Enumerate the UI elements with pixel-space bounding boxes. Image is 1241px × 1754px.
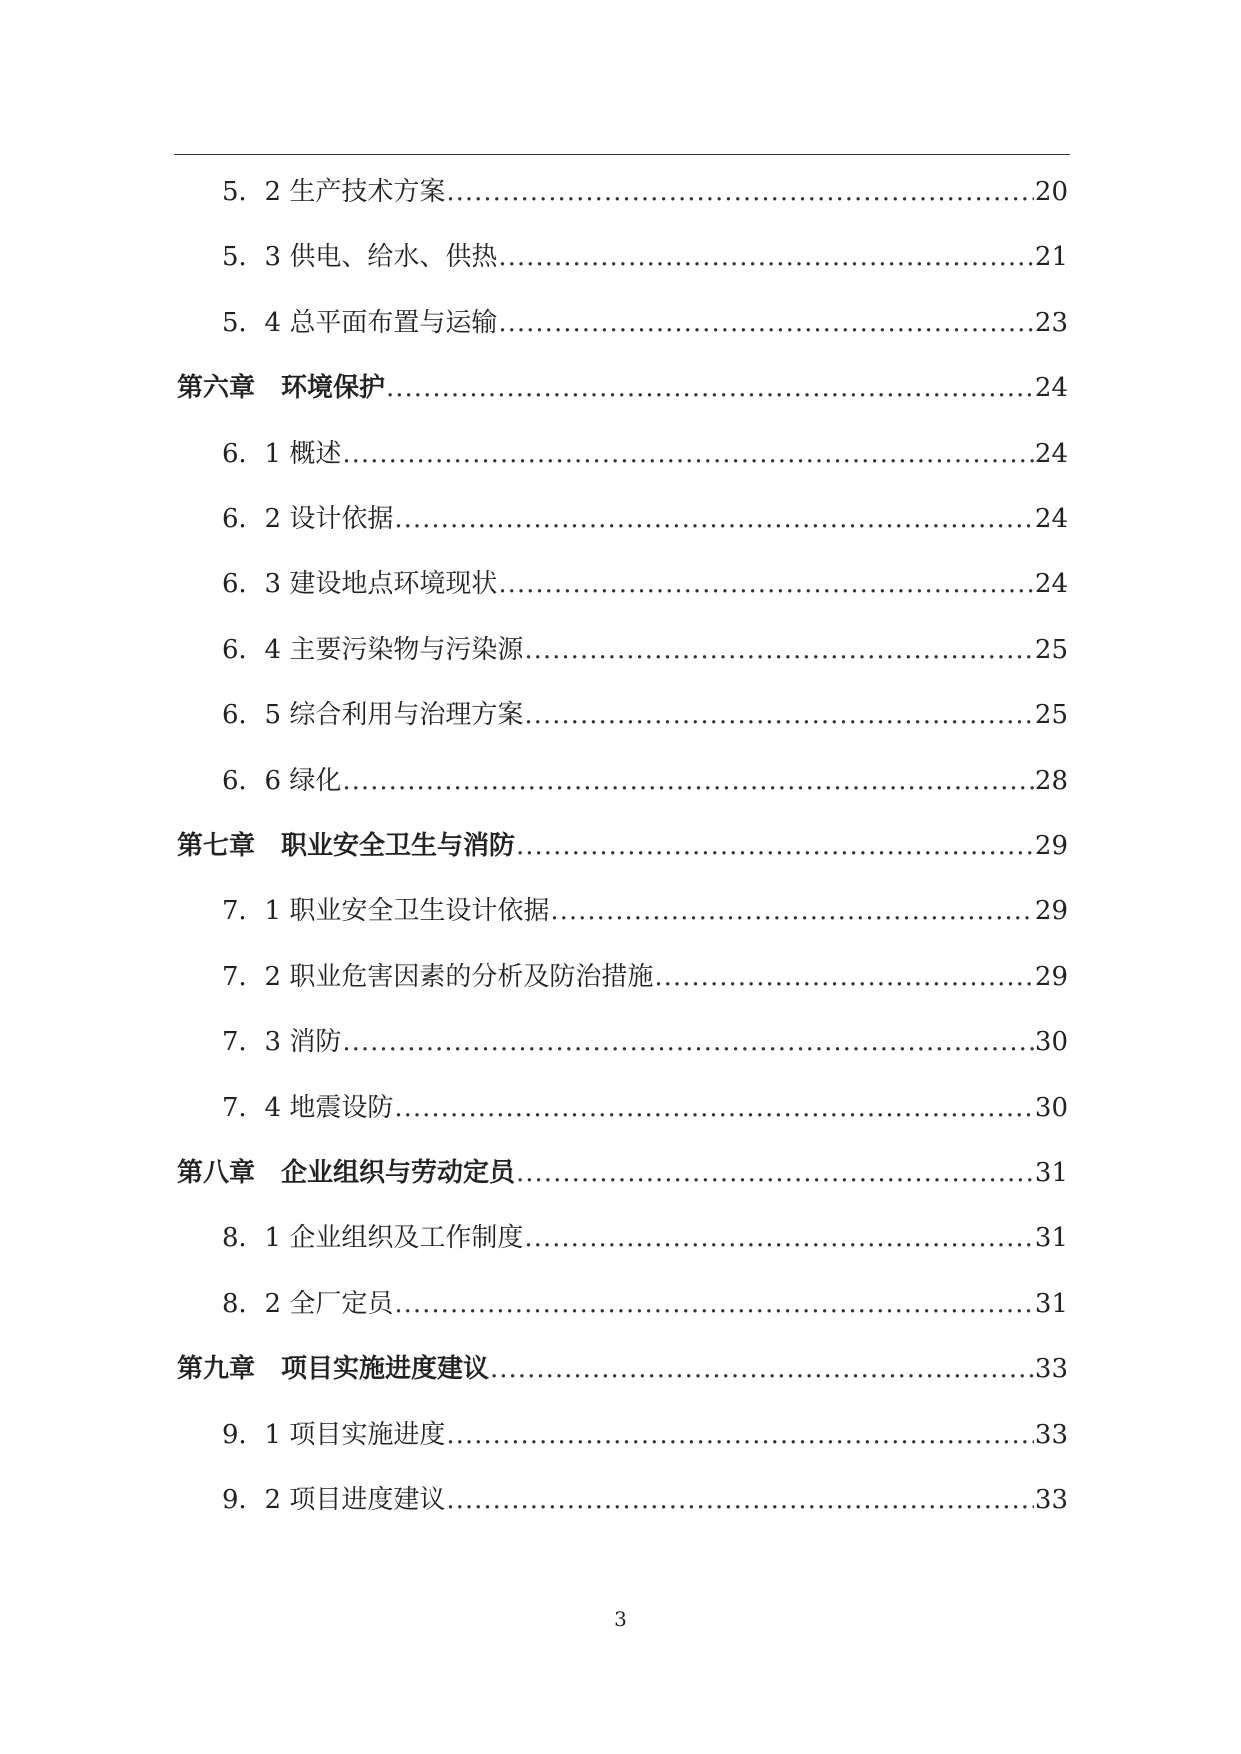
toc-leader-dots	[524, 695, 1034, 735]
toc-entry-title: 第六章 环境保护	[177, 373, 386, 404]
toc-entry-page: 25	[1034, 634, 1068, 665]
toc-entry-page: 24	[1034, 373, 1068, 404]
toc-entry-page: 29	[1034, 961, 1068, 992]
toc-entry-page: 29	[1034, 831, 1068, 861]
toc-entry[interactable]	[177, 826, 1068, 866]
toc-entry-page: 33	[1034, 1354, 1068, 1385]
toc-entry-title: 8．1 企业组织及工作制度	[222, 1223, 524, 1254]
toc-entry[interactable]	[222, 761, 1068, 801]
toc-leader-dots	[524, 1218, 1034, 1258]
toc-entry-title: 6．3 建设地点环境现状	[222, 569, 498, 600]
toc-entry[interactable]	[222, 695, 1068, 735]
toc-entry-page: 21	[1034, 242, 1068, 273]
toc-entry[interactable]	[177, 1349, 1068, 1389]
toc-leader-dots	[654, 957, 1034, 997]
toc-entry-page: 24	[1034, 569, 1068, 600]
toc-leader-dots	[516, 1153, 1034, 1193]
toc-leader-dots	[550, 891, 1034, 931]
toc-entry-title: 6．4 主要污染物与污染源	[222, 634, 524, 665]
toc-entry-title: 5．3 供电、给水、供热	[222, 242, 498, 273]
toc-entry-title: 9．1 项目实施进度	[222, 1419, 446, 1450]
toc-entry[interactable]	[222, 1218, 1068, 1258]
toc-entry[interactable]	[177, 368, 1068, 408]
toc-entry-title: 7．2 职业危害因素的分析及防治措施	[222, 961, 654, 992]
toc-entry-title: 第九章 项目实施进度建议	[177, 1354, 490, 1385]
toc-entry[interactable]	[222, 630, 1068, 670]
toc-entry-title: 9．2 项目进度建议	[222, 1485, 446, 1515]
toc-entry[interactable]	[222, 1022, 1068, 1062]
toc-entry[interactable]	[222, 957, 1068, 997]
toc-entry-page: 25	[1034, 700, 1068, 731]
toc-entry-title: 8．2 全厂定员	[222, 1288, 394, 1319]
toc-leader-dots	[498, 303, 1034, 343]
toc-leader-dots	[524, 630, 1034, 670]
toc-entry-title: 6．6 绿化	[222, 765, 342, 796]
toc-entry-title: 6．2 设计依据	[222, 504, 394, 534]
toc-entry-title: 5．4 总平面布置与运输	[222, 307, 498, 338]
toc-entry-title: 6．1 概述	[222, 438, 342, 469]
toc-entry-page: 24	[1034, 504, 1068, 534]
toc-leader-dots	[490, 1349, 1034, 1389]
page-number: 3	[614, 1607, 627, 1631]
toc-entry[interactable]	[222, 303, 1068, 343]
toc-leader-dots	[342, 434, 1034, 474]
toc-entry-page: 29	[1034, 896, 1068, 927]
toc-leader-dots	[498, 237, 1034, 277]
toc-entry-title: 7．1 职业安全卫生设计依据	[222, 896, 550, 927]
toc-entry-page: 33	[1034, 1485, 1068, 1515]
toc-entry-page: 31	[1034, 1223, 1068, 1254]
toc-leader-dots	[386, 368, 1034, 408]
toc-entry[interactable]	[177, 1153, 1068, 1193]
toc-leader-dots	[446, 1415, 1034, 1455]
toc-entry[interactable]	[222, 564, 1068, 604]
toc-entry-title: 5．2 生产技术方案	[222, 177, 446, 207]
toc-entry-title: 第八章 企业组织与劳动定员	[177, 1158, 516, 1188]
toc-leader-dots	[394, 499, 1034, 539]
toc-leader-dots	[342, 1022, 1034, 1062]
toc-entry[interactable]	[222, 172, 1068, 212]
toc-entry-page: 30	[1034, 1092, 1068, 1123]
toc-leader-dots	[446, 172, 1034, 212]
toc-entry-page: 20	[1034, 177, 1068, 207]
toc-entry-title: 7．3 消防	[222, 1027, 342, 1058]
toc-entry-page: 33	[1034, 1419, 1068, 1450]
toc-entry-title: 7．4 地震设防	[222, 1092, 394, 1123]
toc-leader-dots	[516, 826, 1034, 866]
toc-entry[interactable]	[222, 499, 1068, 539]
toc-entry[interactable]	[222, 1415, 1068, 1455]
header-rule	[174, 154, 1070, 155]
toc-entry-page: 30	[1034, 1027, 1068, 1058]
toc-entry[interactable]	[222, 891, 1068, 931]
toc-entry-title: 6．5 综合利用与治理方案	[222, 700, 524, 731]
toc-entry-page: 31	[1034, 1158, 1068, 1188]
toc-entry-page: 28	[1034, 765, 1068, 796]
toc-leader-dots	[446, 1480, 1034, 1520]
toc-leader-dots	[342, 761, 1034, 801]
toc-entry[interactable]	[222, 1088, 1068, 1128]
toc-leader-dots	[498, 564, 1034, 604]
toc-leader-dots	[394, 1088, 1034, 1128]
toc-entry[interactable]	[222, 237, 1068, 277]
toc-entry-page: 24	[1034, 438, 1068, 469]
toc-entry[interactable]	[222, 434, 1068, 474]
toc-entry[interactable]	[222, 1480, 1068, 1520]
toc-leader-dots	[394, 1284, 1034, 1324]
toc-entry-page: 23	[1034, 307, 1068, 338]
toc-entry-title: 第七章 职业安全卫生与消防	[177, 831, 516, 861]
toc-entry[interactable]	[222, 1284, 1068, 1324]
toc-entry-page: 31	[1034, 1288, 1068, 1319]
